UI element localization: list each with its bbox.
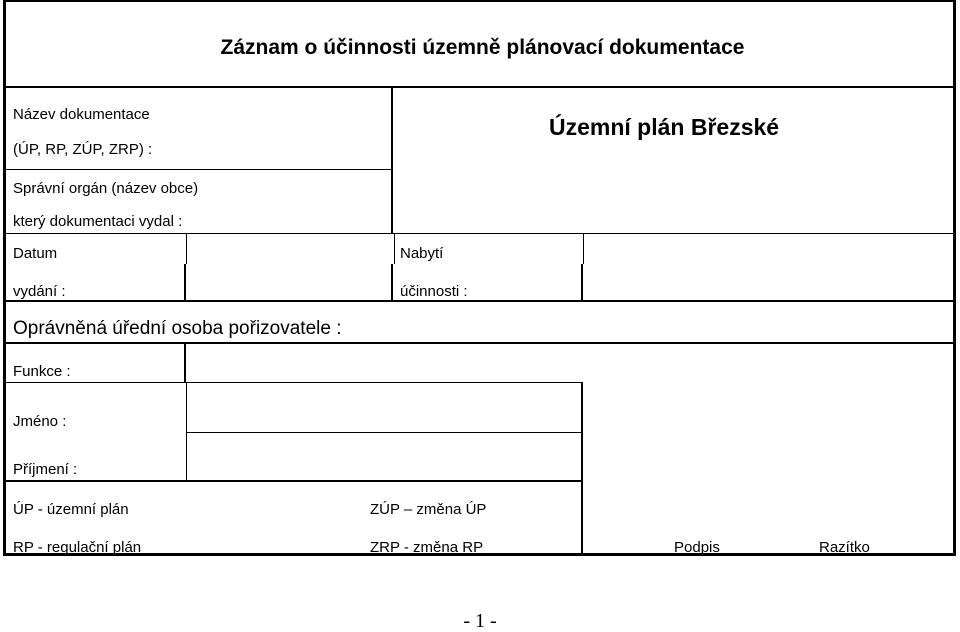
document-name-label-2: (ÚP, RP, ZÚP, ZRP) :: [13, 141, 153, 158]
stamp-label: Razítko: [819, 539, 870, 556]
divider-under-authority: [6, 233, 953, 234]
divider-under-surname: [6, 480, 581, 482]
document-name-value[interactable]: Územní plán Březské: [549, 114, 780, 140]
legend-zrp: ZRP - změna RP: [370, 539, 484, 556]
divider-under-docname: [6, 169, 391, 170]
signature-label: Podpis: [674, 539, 720, 556]
divider-under-title: [6, 86, 953, 88]
divider-under-name: [186, 432, 581, 433]
surname-label: Příjmení :: [13, 461, 78, 478]
authority-label-2: který dokumentaci vydal :: [13, 213, 183, 230]
issue-date-label-2: vydání :: [13, 283, 66, 300]
authority-label-1: Správní orgán (název obce): [13, 180, 199, 197]
divider-under-dates: [6, 300, 953, 302]
page-number: - 1 -: [463, 610, 497, 632]
divider-effect-value-left-top: [583, 233, 584, 264]
divider-under-function: [6, 382, 581, 383]
function-label: Funkce :: [13, 363, 71, 380]
form-title: Záznam o účinnosti územně plánovací dokumentace: [220, 36, 745, 59]
divider-issue-value-left-top: [186, 233, 187, 264]
divider-docname-value: [391, 86, 393, 233]
legend-up: ÚP - územní plán: [13, 501, 129, 518]
divider-issue-value-left: [184, 264, 186, 300]
effect-date-label-2: účinnosti :: [400, 283, 468, 300]
divider-effect-label: [391, 264, 393, 300]
divider-official-values: [184, 342, 186, 382]
legend-rp: RP - regulační plán: [13, 539, 142, 556]
divider-effect-value-left: [581, 264, 583, 300]
issue-date-label-1: Datum: [13, 245, 58, 262]
divider-under-official-heading: [6, 342, 953, 344]
legend-zup: ZÚP – změna ÚP: [370, 501, 487, 518]
document-name-label-1: Název dokumentace: [13, 106, 150, 123]
official-heading: Oprávněná úřední osoba pořizovatele :: [13, 318, 342, 339]
effect-date-label-1: Nabytí: [400, 245, 444, 262]
record-form: [3, 0, 956, 556]
divider-effect-label-top: [394, 233, 395, 264]
divider-official-values-lower: [186, 382, 187, 480]
name-label: Jméno :: [13, 413, 67, 430]
divider-stamp-area: [581, 382, 583, 555]
